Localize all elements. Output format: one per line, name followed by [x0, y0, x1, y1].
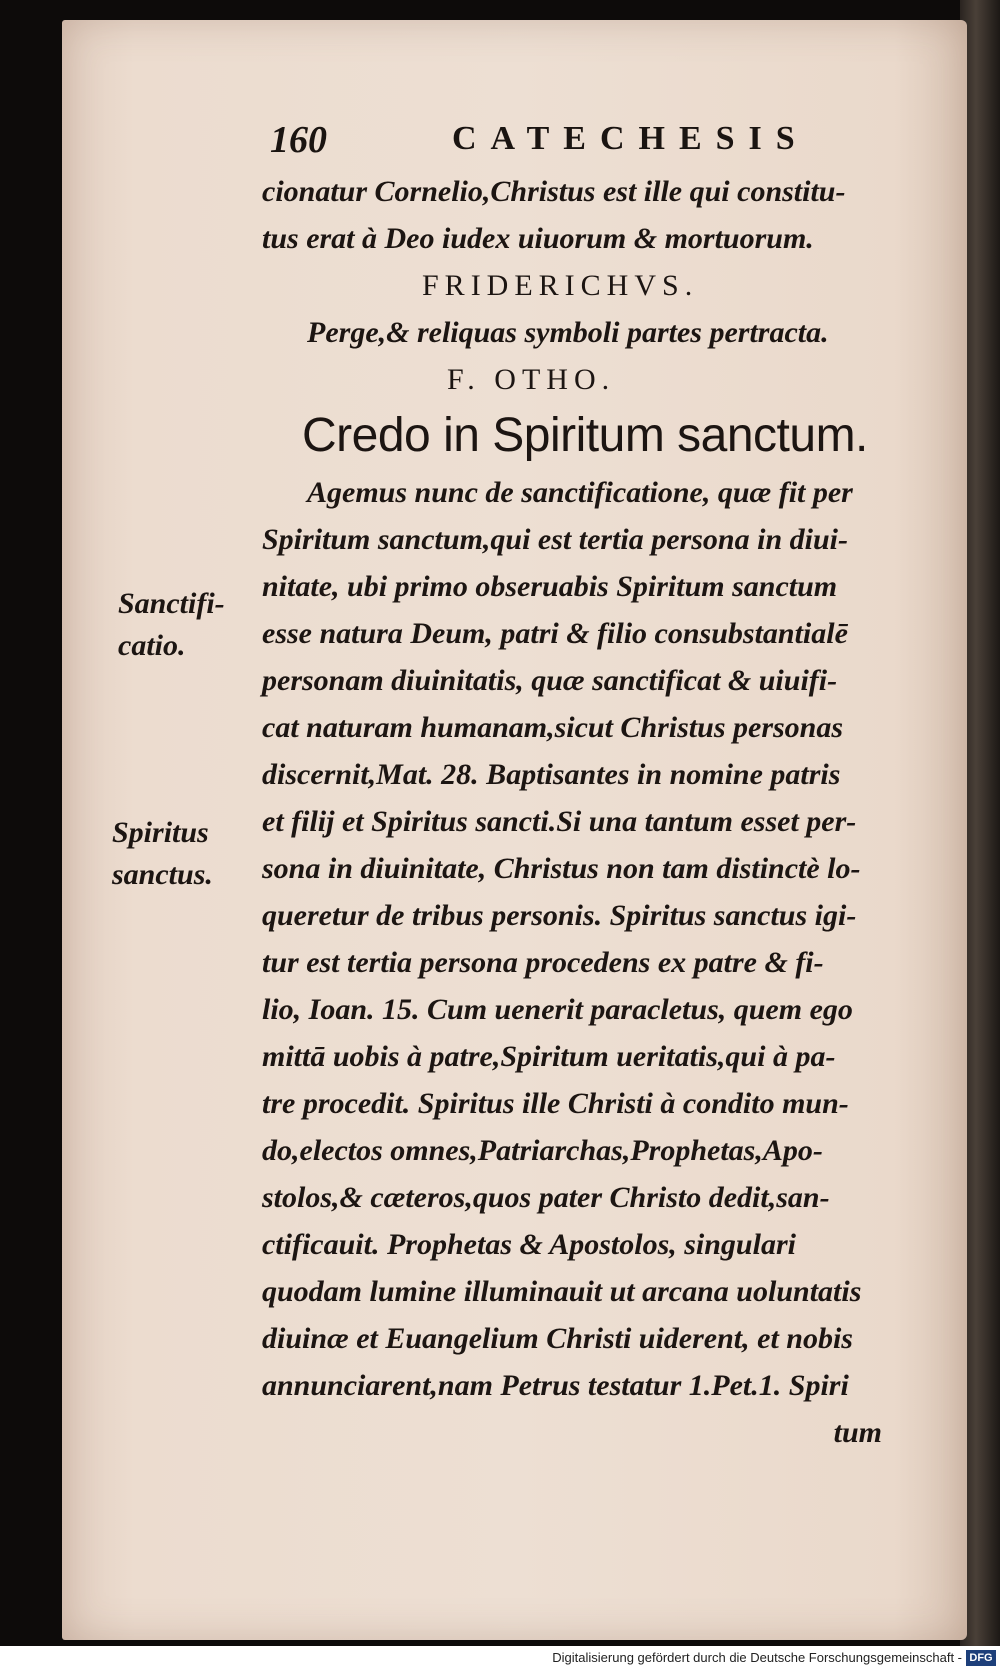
text-line: cionatur Cornelio,Christus est ille qui constitu- [262, 175, 846, 208]
page-header [270, 118, 810, 162]
margin-note-line: Sanctifi- [118, 587, 225, 620]
catchword: tum [833, 1416, 882, 1449]
text-line: lio, Ioan. 15. Cum uenerit paracletus, quem ego [262, 993, 853, 1026]
text-line: tre procedit. Spiritus ille Christi à condito mun- [262, 1087, 849, 1120]
dfg-logo-icon[interactable]: DFG [966, 1650, 996, 1666]
text-line: Agemus nunc de sanctificatione, quæ fit per [307, 476, 853, 509]
running-title: CATECHESIS [452, 120, 809, 157]
margin-note-line: Spiritus [112, 816, 209, 849]
text-line: tus erat à Deo iudex uiuorum & mortuorum. [262, 222, 814, 255]
section-heading: Credo in Spiritum sanctum. [302, 409, 868, 462]
text-line: quodam lumine illuminauit ut arcana uoluntatis [262, 1275, 862, 1308]
speaker-heading: FRIDERICHVS. [422, 269, 699, 302]
text-line: sona in diuinitate, Christus non tam distinctè lo- [262, 852, 861, 885]
text-line: diuinæ et Euangelium Christi uiderent, et nobis [262, 1322, 853, 1355]
text-line: cat naturam humanam,sicut Christus personas [262, 711, 844, 744]
speaker-heading: F. OTHO. [447, 363, 616, 396]
text-line: do,electos omnes,Patriarchas,Prophetas,Apo- [262, 1134, 823, 1167]
text-line: discernit,Mat. 28. Baptisantes in nomine patris [262, 758, 841, 791]
margin-note-line: catio. [118, 629, 186, 662]
margin-note-line: sanctus. [112, 858, 213, 891]
text-line: tur est tertia persona procedens ex patre & fi- [262, 946, 824, 979]
margin-note-spiritus-sanctus [112, 812, 213, 896]
text-line: et filij et Spiritus sancti.Si una tantum esset per- [262, 805, 857, 838]
text-line: mittā uobis à patre,Spiritum ueritatis,qui à pa- [262, 1040, 836, 1073]
text-line: annunciarent,nam Petrus testatur 1.Pet.1. Spiri [262, 1369, 849, 1402]
page-number: 160 [270, 119, 327, 161]
text-line: queretur de tribus personis. Spiritus sanctus igi- [262, 899, 857, 932]
text-line: personam diuinitatis, quæ sanctificat & uiuifi- [262, 664, 838, 697]
text-line: Perge,& reliquas symboli partes pertracta. [307, 316, 829, 349]
text-line: stolos,& cæteros,quos pater Christo dedit,san- [262, 1181, 830, 1214]
footer-credit: Digitalisierung gefördert durch die Deutsche Forschungsgemeinschaft - [552, 1650, 962, 1665]
text-line: ctificauit. Prophetas & Apostolos, singulari [262, 1228, 796, 1261]
text-line: Spiritum sanctum,qui est tertia persona in diui- [262, 523, 848, 556]
body-text [262, 168, 912, 1456]
footer-bar [0, 1646, 1000, 1672]
margin-note-sanctificatio [118, 583, 225, 667]
text-line: esse natura Deum, patri & filio consubstantialē [262, 617, 848, 650]
text-line: nitate, ubi primo obseruabis Spiritum sanctum [262, 570, 838, 603]
